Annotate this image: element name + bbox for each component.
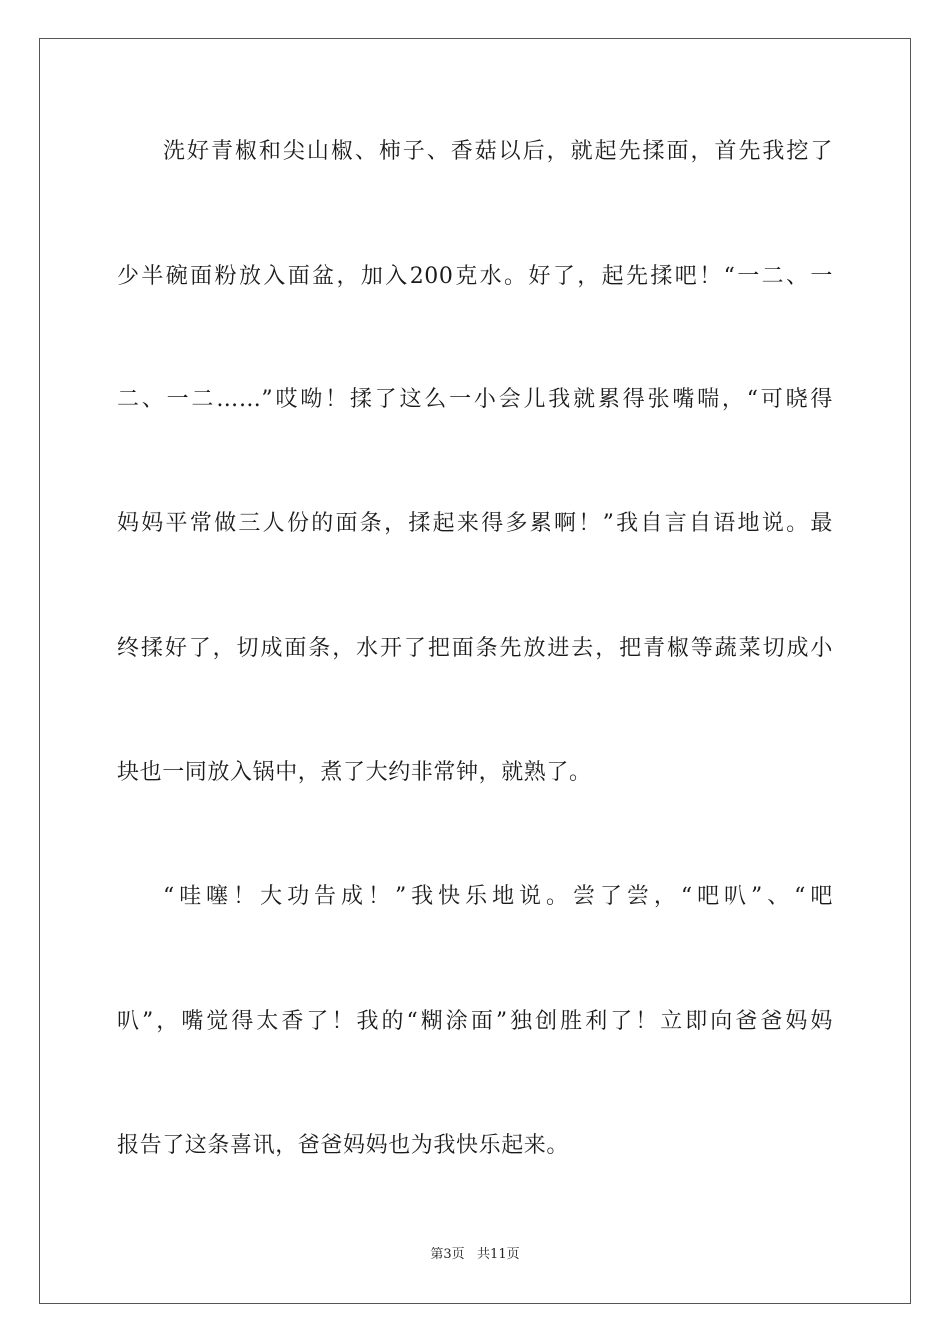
paragraph-line: 终揉好了，切成面条，水开了把面条先放进去，把青椒等蔬菜切成小 [117,636,833,661]
paragraph-line: “哇噻！大功告成！”我快乐地说。尝了尝，“吧叭”、“吧 [163,884,833,909]
paragraph-line: 叭”，嘴觉得太香了！我的“糊涂面”独创胜利了！立即向爸爸妈妈 [117,1009,833,1034]
page-border [39,38,911,1304]
paragraph-line: 洗好青椒和尖山椒、柿子、香菇以后，就起先揉面，首先我挖了 [163,139,833,164]
paragraph-line: 少半碗面粉放入面盆，加入200克水。好了，起先揉吧！“一二、一 [117,264,833,289]
paragraph-line: 二、一二……”哎呦！揉了这么一小会儿我就累得张嘴喘，“可晓得 [117,387,833,412]
page-number-footer: 第3页 共11页 [430,1247,520,1262]
paragraph-line: 报告了这条喜讯，爸爸妈妈也为我快乐起来。 [117,1133,570,1158]
paragraph-line: 块也一同放入锅中，煮了大约非常钟，就熟了。 [117,760,592,785]
paragraph-line: 妈妈平常做三人份的面条，揉起来得多累啊！”我自言自语地说。最 [117,511,833,536]
